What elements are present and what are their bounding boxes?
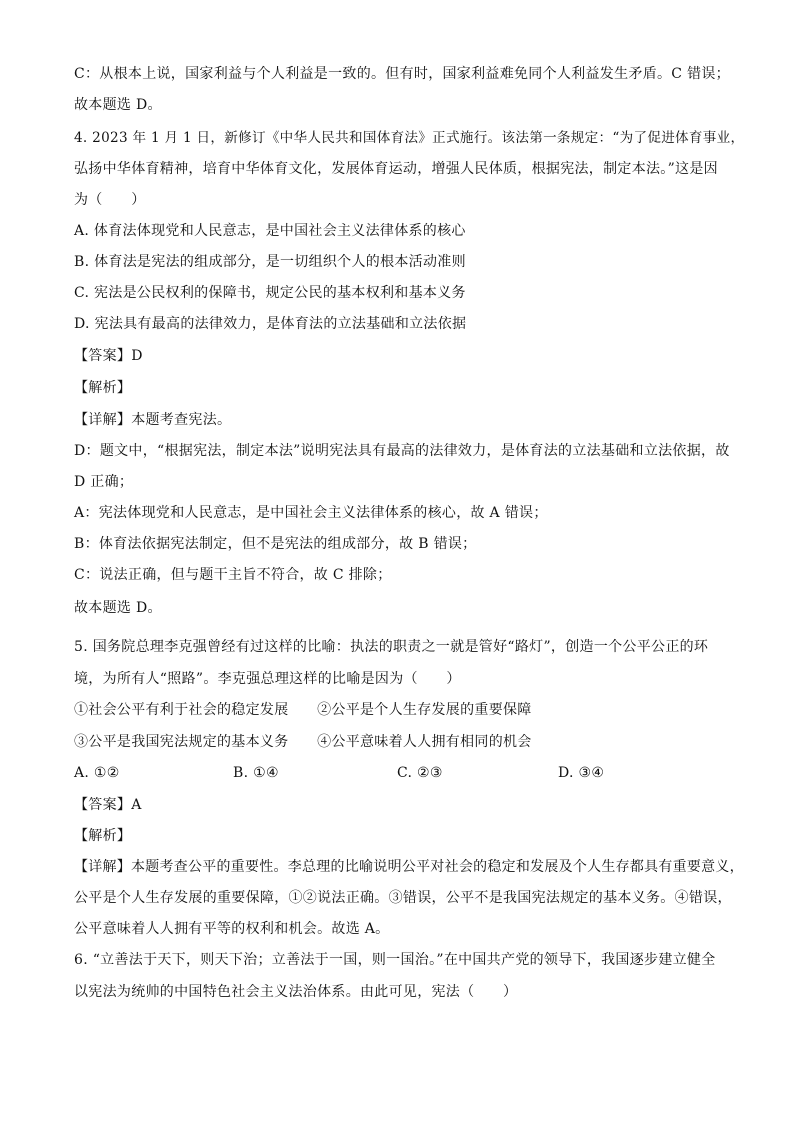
q5-option-b: B. ①④	[233, 765, 279, 781]
question-4-stem-cont: 弘扬中华体育精神，培育中华体育文化，发展体育运动，增强人民体质，根据宪法，制定本法。”这是因	[74, 161, 718, 177]
question-4-stem: 4. 2023 年 1 月 1 日，新修订《中华人民共和国体育法》正式施行。该法第一条规定：“为了促进体育事业，	[74, 130, 745, 146]
q5-detail-1: 【详解】本题考查公平的重要性。李总理的比喻说明公平对社会的稳定和发展及个人生存都具有重要意义，	[74, 859, 744, 875]
q5-analysis-heading: 【解析】	[74, 828, 132, 844]
q5-detail-2: 公平是个人生存发展的重要保障，①②说法正确。③错误，公平不是我国宪法规定的基本义务。④错误，	[74, 890, 732, 906]
q4-detail-d: D：题文中，“根据宪法，制定本法”说明宪法具有最高的法律效力，是体育法的立法基础和立法依据，故	[74, 443, 730, 459]
q3-conclusion: 故本题选 D。	[74, 97, 162, 113]
question-6-stem-cont: 以宪法为统帅的中国特色社会主义法治体系。由此可见，宪法（ ）	[74, 984, 518, 1000]
q4-detail-b: B：体育法依据宪法制定，但不是宪法的组成部分，故 B 错误；	[74, 536, 477, 552]
q4-option-a: A. 体育法体现党和人民意志，是中国社会主义法律体系的核心	[74, 223, 466, 239]
q4-detail-c: C：说法正确，但与题干主旨不符合，故 C 排除；	[74, 567, 392, 583]
q5-answer: 【答案】A	[74, 797, 142, 813]
question-4-stem-end: 为（ ）	[74, 192, 146, 208]
q4-detail-a: A：宪法体现党和人民意志，是中国社会主义法律体系的核心，故 A 错误；	[74, 505, 548, 521]
q4-detail-intro: 【详解】本题考查宪法。	[74, 412, 232, 428]
q5-statements-1: ①社会公平有利于社会的稳定发展 ②公平是个人生存发展的重要保障	[74, 702, 532, 718]
analysis-option-c-line: C：从根本上说，国家利益与个人利益是一致的。但有时，国家利益难免同个人利益发生矛盾。C 错误；	[74, 66, 730, 82]
q5-option-c: C. ②③	[397, 765, 443, 781]
q5-detail-3: 公平意味着人人拥有平等的权利和机会。故选 A。	[74, 921, 390, 937]
q5-statements-2: ③公平是我国宪法规定的基本义务 ④公平意味着人人拥有相同的机会	[74, 734, 532, 750]
q4-option-b: B. 体育法是宪法的组成部分，是一切组织个人的根本活动准则	[74, 254, 466, 270]
q4-detail-d-cont: D 正确；	[74, 474, 134, 490]
question-5-stem-cont: 境，为所有人“照路”。李克强总理这样的比喻是因为（ ）	[74, 671, 461, 687]
question-6-stem: 6. “立善法于天下，则天下治；立善法于一国，则一国治。”在中国共产党的领导下，我国逐步建立健全	[74, 952, 716, 968]
question-5-stem: 5. 国务院总理李克强曾经有过这样的比喻：执法的职责之一就是管好“路灯”，创造一个公平公正的环	[74, 639, 709, 655]
q5-option-d: D. ③④	[558, 765, 605, 781]
q5-option-a: A. ①②	[74, 765, 120, 781]
q4-option-d: D. 宪法具有最高的法律效力，是体育法的立法基础和立法依据	[74, 316, 467, 332]
q4-option-c: C. 宪法是公民权利的保障书，规定公民的基本权利和基本义务	[74, 285, 466, 301]
q4-analysis-heading: 【解析】	[74, 380, 132, 396]
q4-conclusion: 故本题选 D。	[74, 600, 162, 616]
q4-answer: 【答案】D	[74, 348, 143, 364]
